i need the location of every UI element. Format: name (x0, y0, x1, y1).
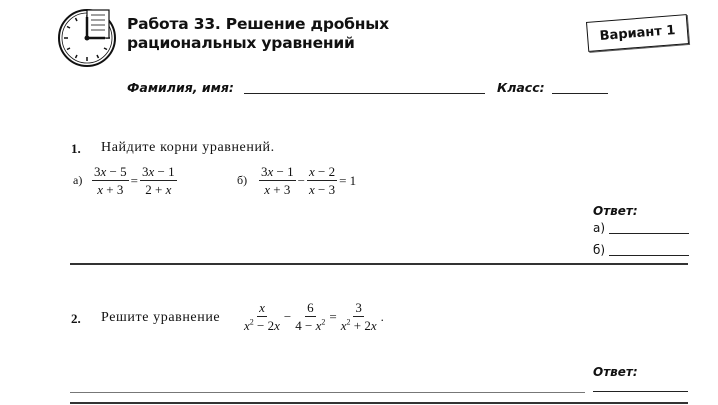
page-title (127, 15, 389, 53)
task1-answer-b-label: б) (593, 243, 606, 257)
task2-text: Решите уравнение (101, 310, 221, 325)
task1-answer-label: Ответ: (593, 204, 638, 218)
name-field[interactable] (244, 93, 485, 94)
task1-answer-a-field[interactable] (609, 233, 689, 234)
task1-part-a-label: а) (73, 173, 83, 187)
name-label: Фамилия, имя: (127, 80, 234, 95)
task1-part-b-label: б) (237, 173, 248, 187)
variant-badge: Вариант 1 (586, 14, 689, 52)
class-label: Класс: (497, 80, 545, 95)
title-line-1: Работа 33. Решение дробных (127, 15, 389, 33)
divider-3 (70, 402, 688, 404)
task2-number: 2. (71, 311, 81, 326)
task1-number: 1. (71, 141, 81, 156)
task1-equation-b: $\frac{3x - 1}{x + 3}$ − $\frac{x - 2}{x - 3}$ = 1 (261, 164, 357, 197)
divider-2 (70, 392, 585, 393)
title-line-2: рациональных уравнений (127, 34, 355, 52)
class-field[interactable] (552, 93, 608, 94)
task2-answer-field[interactable] (593, 391, 688, 392)
task1-answer-a-label: а) (593, 221, 606, 235)
task2-answer-label: Ответ: (593, 365, 638, 379)
task1-answer-b-field[interactable] (609, 255, 689, 256)
task1-equation-a: $\frac{3x - 5}{x + 3}$ = $\frac{3x - 1}{2 + x}$ (94, 164, 175, 197)
task1-text: Найдите корни уравнений. (101, 140, 275, 155)
clock-icon (55, 7, 121, 67)
divider-1 (70, 263, 688, 265)
task2-equation: $\frac{x}{x^2 - 2x}$ − $\frac{6}{4 - x^2}$ = $\frac{3}{x^2 + 2x}$ . (244, 300, 384, 333)
